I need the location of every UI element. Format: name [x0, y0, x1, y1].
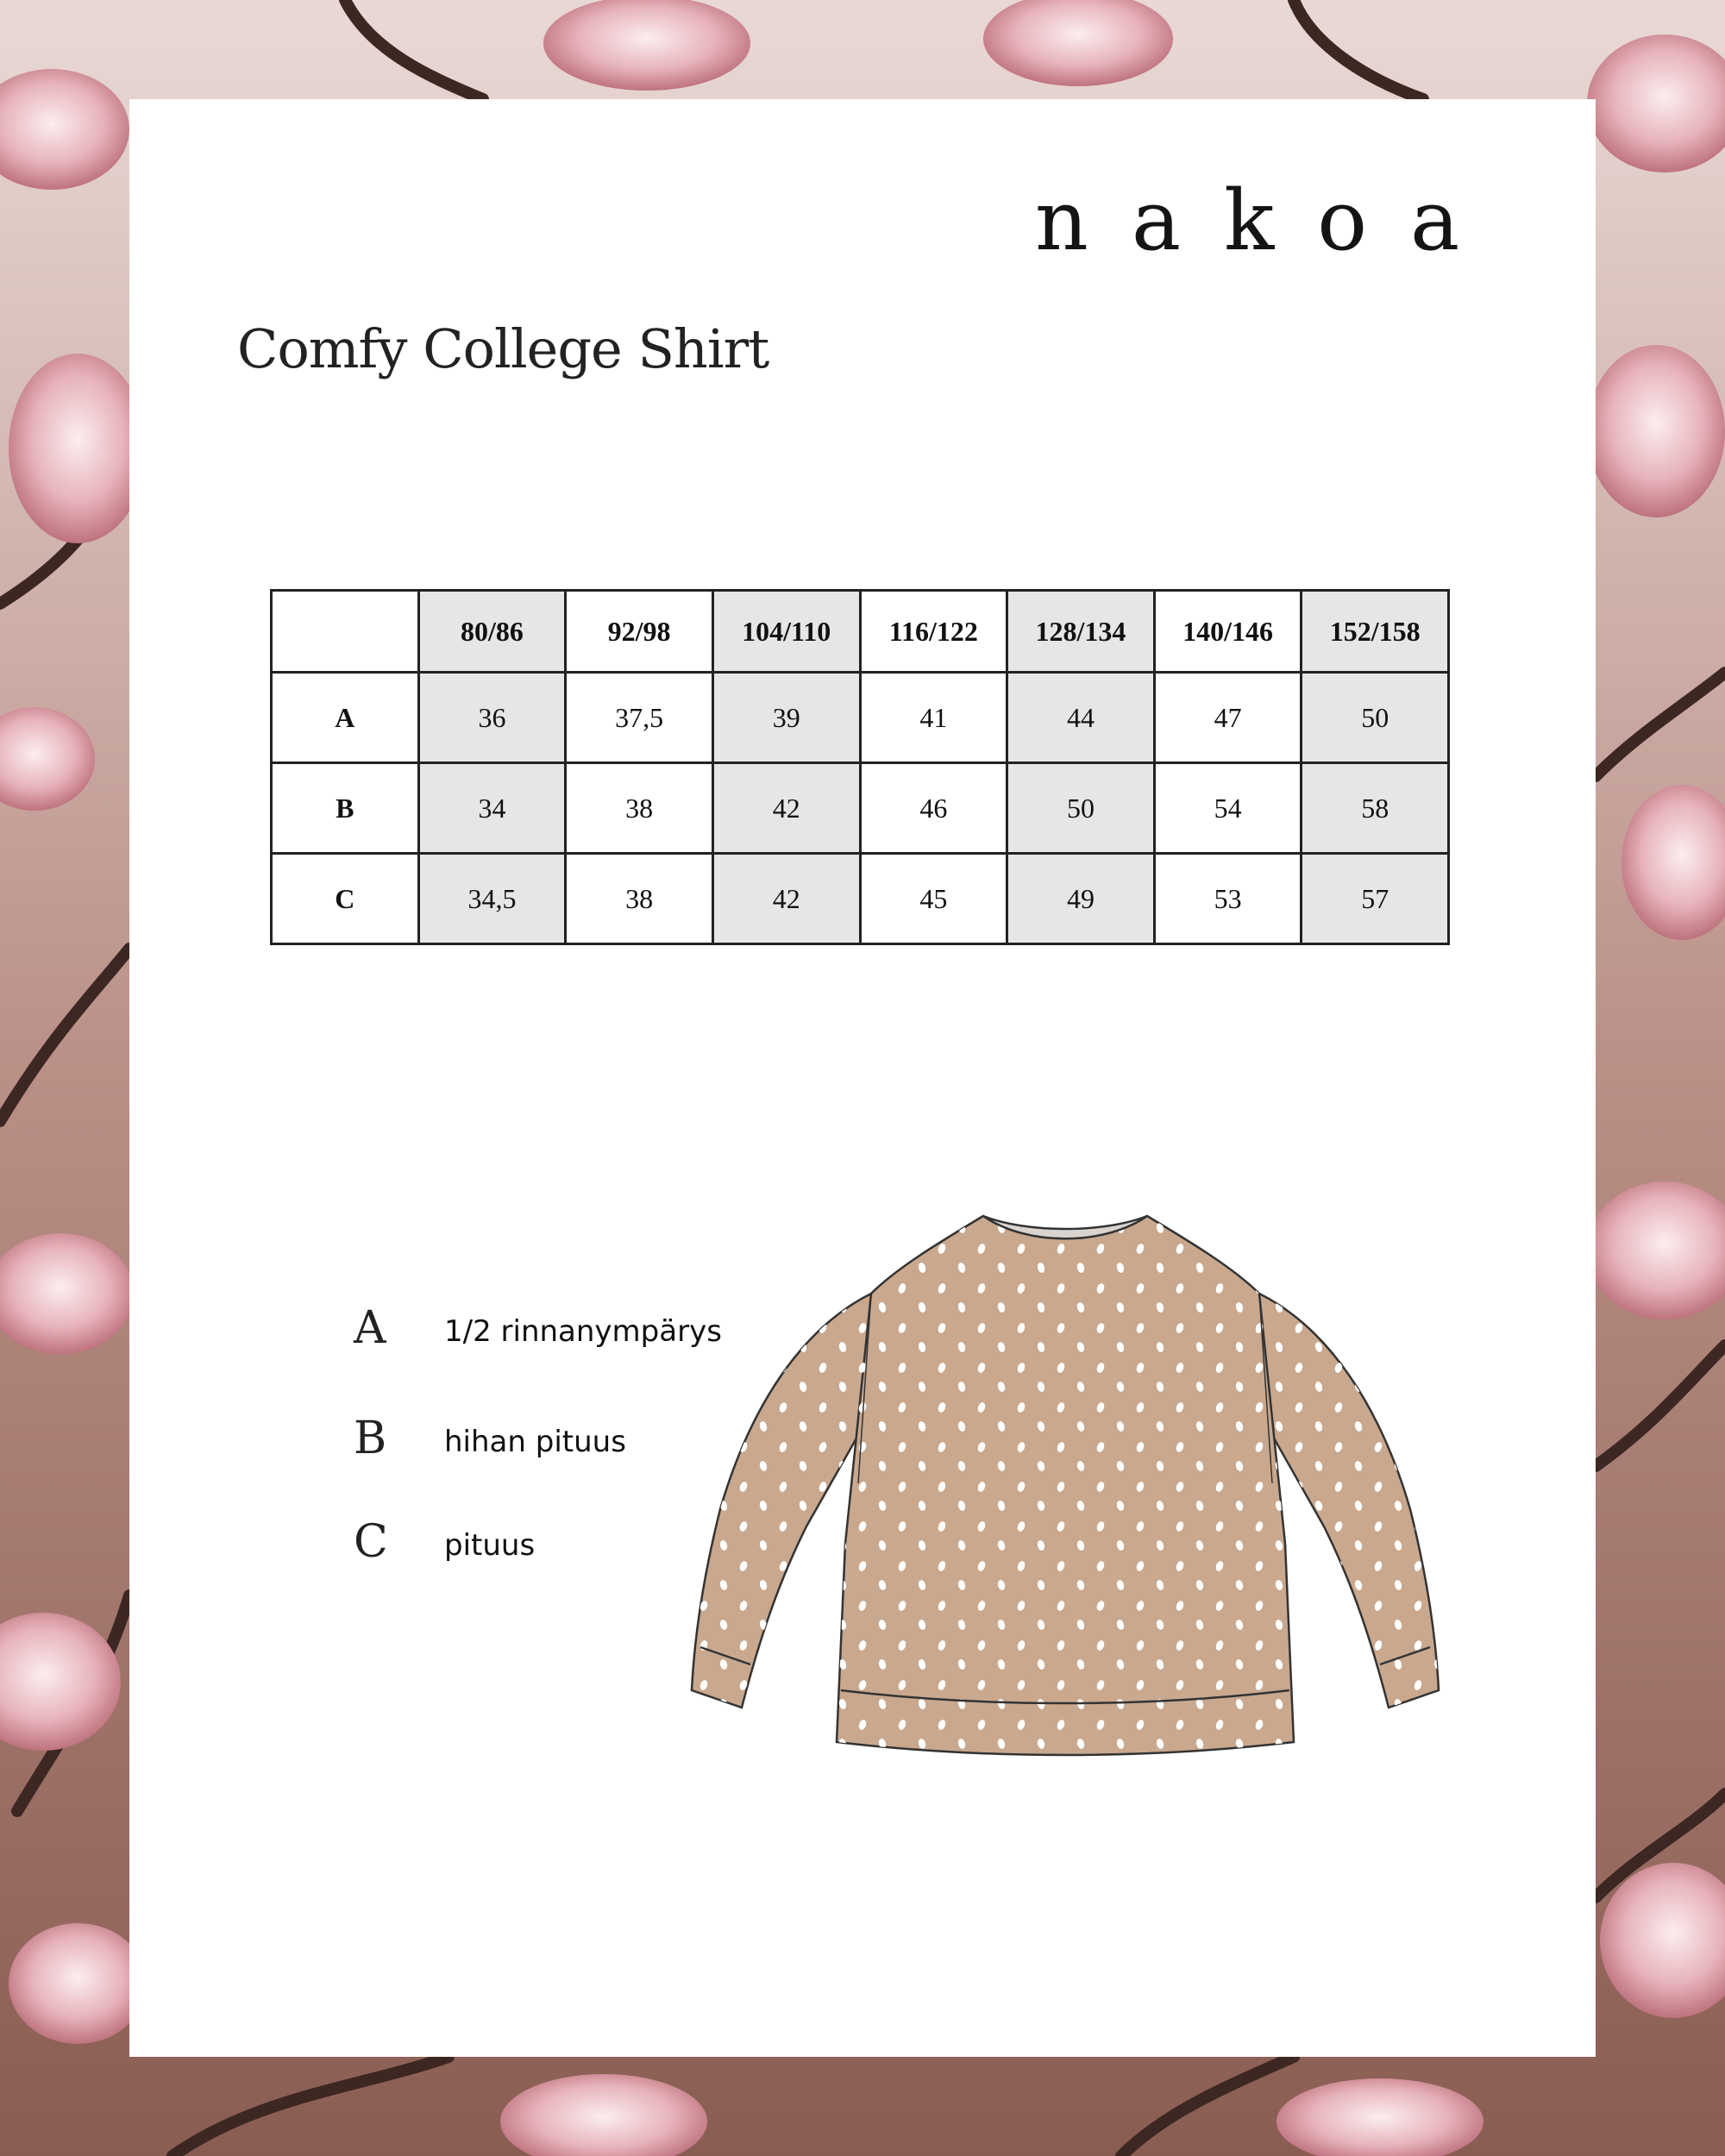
row-label: C [272, 854, 419, 944]
table-cell: 50 [1302, 673, 1449, 763]
size-header-80-86: 80/86 [418, 591, 566, 673]
table-cell: 50 [1007, 763, 1155, 854]
legend-text: 1/2 rinnanympärys [444, 1314, 722, 1349]
legend-letter: A [354, 1302, 386, 1354]
table-cell: 42 [712, 854, 860, 944]
size-header-104-110: 104/110 [712, 591, 860, 673]
table-cell: 38 [566, 763, 713, 854]
table-cell: 57 [1302, 854, 1449, 944]
table-row [272, 763, 1449, 854]
table-cell: 34 [418, 763, 566, 854]
table-cell: 47 [1154, 673, 1302, 763]
table-cell: 58 [1302, 763, 1449, 854]
table-cell: 42 [712, 763, 860, 854]
sweatshirt-illustration [656, 1199, 1475, 1785]
size-table [270, 589, 1450, 945]
product-title: Comfy College Shirt [237, 317, 769, 380]
size-header-140-146: 140/146 [1154, 591, 1302, 673]
size-header-152-158: 152/158 [1302, 591, 1449, 673]
brand-logo: nakoa [1035, 172, 1503, 269]
corner-cell [272, 591, 419, 673]
legend-text: pituus [444, 1528, 536, 1563]
table-cell: 49 [1007, 854, 1155, 944]
table-cell: 34,5 [418, 854, 566, 944]
table-cell: 54 [1154, 763, 1302, 854]
table-cell: 41 [860, 673, 1007, 763]
row-label: B [272, 763, 419, 854]
table-cell: 44 [1007, 673, 1155, 763]
size-header-128-134: 128/134 [1007, 591, 1155, 673]
table-cell: 45 [860, 854, 1007, 944]
table-cell: 36 [418, 673, 566, 763]
size-header-92-98: 92/98 [566, 591, 713, 673]
table-cell: 46 [860, 763, 1007, 854]
legend-letter: B [354, 1413, 387, 1464]
table-row [272, 854, 1449, 944]
size-header-row [272, 591, 1449, 673]
table-cell: 38 [566, 854, 713, 944]
table-row [272, 673, 1449, 763]
legend-text: hihan pituus [444, 1425, 626, 1459]
table-cell: 39 [712, 673, 860, 763]
table-cell: 53 [1154, 854, 1302, 944]
size-header-116-122: 116/122 [860, 591, 1007, 673]
legend-letter: C [354, 1516, 388, 1568]
table-cell: 37,5 [566, 673, 713, 763]
row-label: A [272, 673, 419, 763]
